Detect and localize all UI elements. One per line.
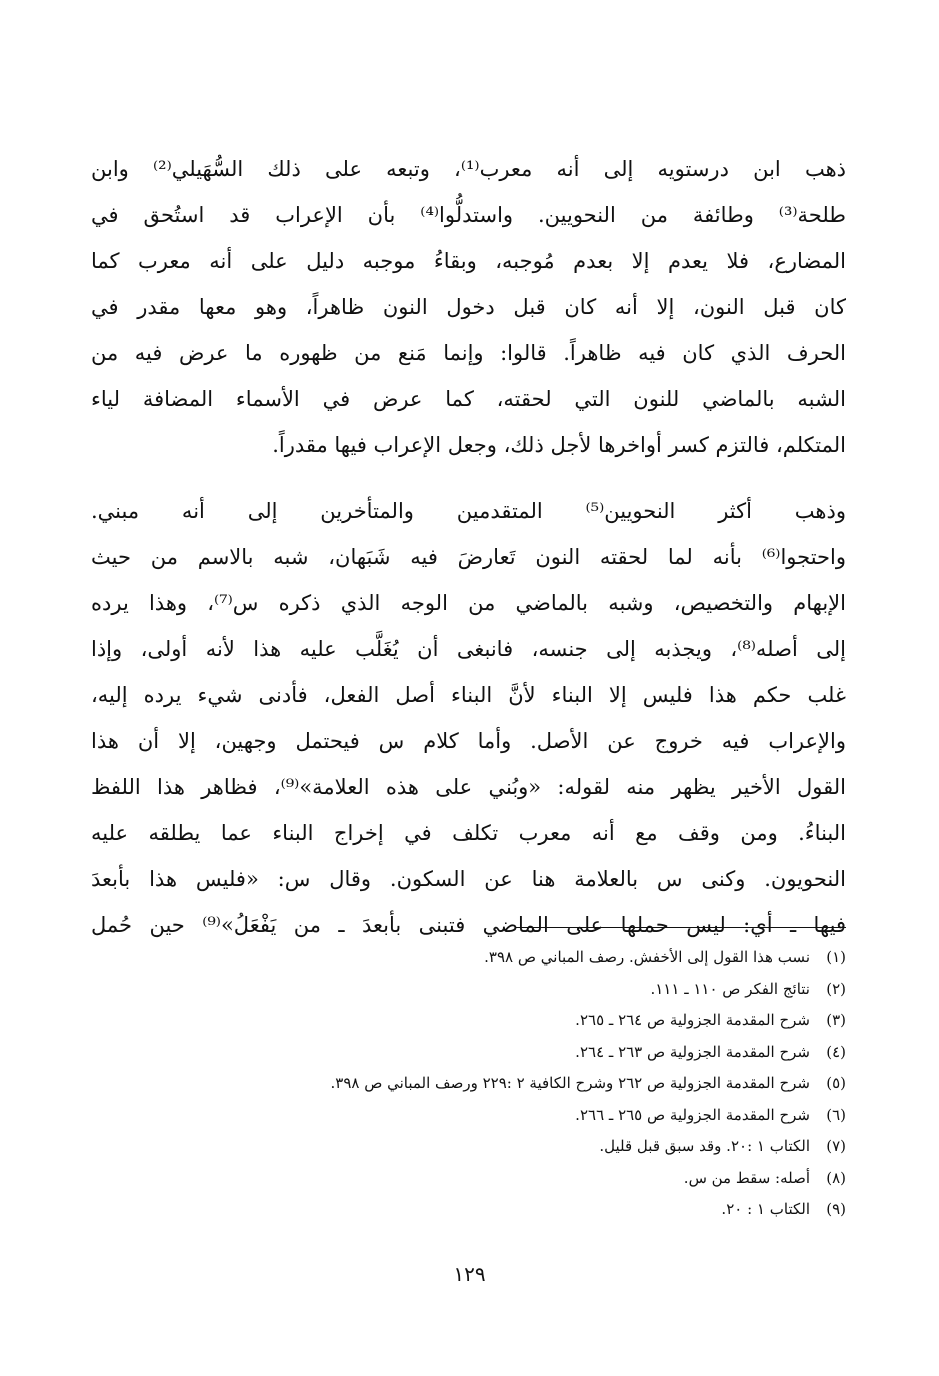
text-line: القول الأخير يظهر منه لقوله: «وبُني على هذه العلامة»⁽⁹⁾، فظاهر هذا اللفظ [91, 775, 846, 799]
footnote-number: (١) [826, 948, 846, 966]
text-line: الإبهام والتخصيص، وشبه بالماضي من الوجه الذي ذكره س⁽⁷⁾، وهذا يرده [91, 591, 846, 615]
text-line: الحرف الذي كان فيه ظاهراً. قالوا: وإنما مَنع من ظهوره ما عرض فيه من [91, 341, 846, 365]
text-line: واحتجوا⁽⁶⁾ بأنه لما لحقته النون تَعارضَ فيه شَبَهان، شبه بالاسم من حيث [91, 545, 846, 569]
text-line: كان قبل النون، إلا أنه كان قبل دخول النون ظاهراً، وهو معها مقدر في [91, 295, 846, 319]
footnotes [146, 942, 846, 1226]
text-line: ذهب ابن درستويه إلى أنه معرب⁽¹⁾، وتبعه على ذلك السُّهَيلي⁽²⁾ وابن [91, 157, 846, 181]
paragraph-2 [91, 488, 846, 948]
footnote-text: شرح المقدمة الجزولية ص ٢٦٤ ـ ٢٦٥. [575, 1011, 810, 1029]
footnote-text: شرح المقدمة الجزولية ص ٢٦٢ وشرح الكافية ٢ :٢٢٩ ورصف المباني ص ٣٩٨. [330, 1074, 810, 1092]
text-line: فيها ـ أي: ليس حملها على الماضي فتبنى بأبعدَ ـ من يَفْعَلُ»⁽⁹⁾ حين حُمل [91, 913, 846, 937]
footnote-text: الكتاب ١ : ٢٠. [721, 1200, 810, 1218]
text-line: المتكلم، فالتزم كسر أواخرها لأجل ذلك، وجعل الإعراب فيها مقدراً. [272, 433, 846, 457]
footnote-text: شرح المقدمة الجزولية ص ٢٦٣ ـ ٢٦٤. [575, 1042, 810, 1061]
footnote-text: الكتاب ١ :٢٠. وقد سبق قبل قليل. [599, 1137, 810, 1155]
footnote-item [146, 1131, 846, 1163]
footnote-text: أصله: سقط من س. [683, 1168, 810, 1187]
footnote-number: (٣) [826, 1011, 846, 1029]
footnote-text: شرح المقدمة الجزولية ص ٢٦٥ ـ ٢٦٦. [575, 1105, 810, 1124]
footnote-item [146, 942, 846, 974]
text-line: غلب حكم هذا فليس إلا البناء لأنَّ البناء أصل الفعل، فأدنى شيء يرده إليه، [91, 683, 846, 707]
text-line: المضارع، فلا يعدم إلا بعدم مُوجبه، وبقاءُ موجبه دليل على أنه معرب كما [91, 249, 846, 273]
paragraph-1 [91, 146, 846, 468]
footnote-divider [516, 927, 846, 928]
footnote-text: نتائج الفكر ص ١١٠ ـ ١١١. [650, 979, 810, 998]
text-line: والإعراب فيه خروج عن الأصل. وأما كلام س فيحتمل وجهين، إلا أن هذا [91, 729, 846, 753]
footnote-item [146, 1194, 846, 1226]
footnote-number: (٧) [826, 1137, 846, 1155]
text-line: إلى أصله⁽⁸⁾، ويجذبه إلى جنسه، فانبغى أن يُغَلَّب عليه هذا لأنه أولى، وإذا [91, 637, 846, 661]
footnote-item [146, 1068, 846, 1100]
footnote-number: (٦) [826, 1105, 846, 1124]
text-line: البناءُ. ومن وقف مع أنه معرب تكلف في إخراج البناء عما يطلقه عليه [91, 821, 846, 845]
footnote-item [146, 1037, 846, 1069]
text-line: وذهب أكثر النحويين⁽⁵⁾ المتقدمين والمتأخرين إلى أنه مبني. [91, 499, 846, 523]
footnote-item [146, 1100, 846, 1132]
page-number: ١٢٩ [453, 1262, 486, 1286]
footnote-number: (٨) [826, 1168, 846, 1187]
footnote-item [146, 974, 846, 1006]
footnote-number: (٩) [826, 1200, 846, 1218]
footnote-number: (٤) [826, 1042, 846, 1061]
footnote-number: (٥) [826, 1074, 846, 1092]
footnote-text: نسب هذا القول إلى الأخفش. رصف المباني ص ٣٩٨. [484, 948, 810, 966]
text-line: النحويون. وكنى س بالعلامة هنا عن السكون. وقال س: «فليس هذا بأبعدَ [91, 867, 846, 891]
text-line: طلحة⁽³⁾ وطائفة من النحويين. واستدلُّوا⁽⁴⁾ بأن الإعراب قد استُحق في [91, 203, 846, 227]
footnote-item [146, 1163, 846, 1195]
footnote-number: (٢) [826, 979, 846, 998]
text-line: الشبه بالماضي للنون التي لحقته، كما عرض في الأسماء المضافة لياء [91, 387, 846, 411]
footnote-item [146, 1005, 846, 1037]
